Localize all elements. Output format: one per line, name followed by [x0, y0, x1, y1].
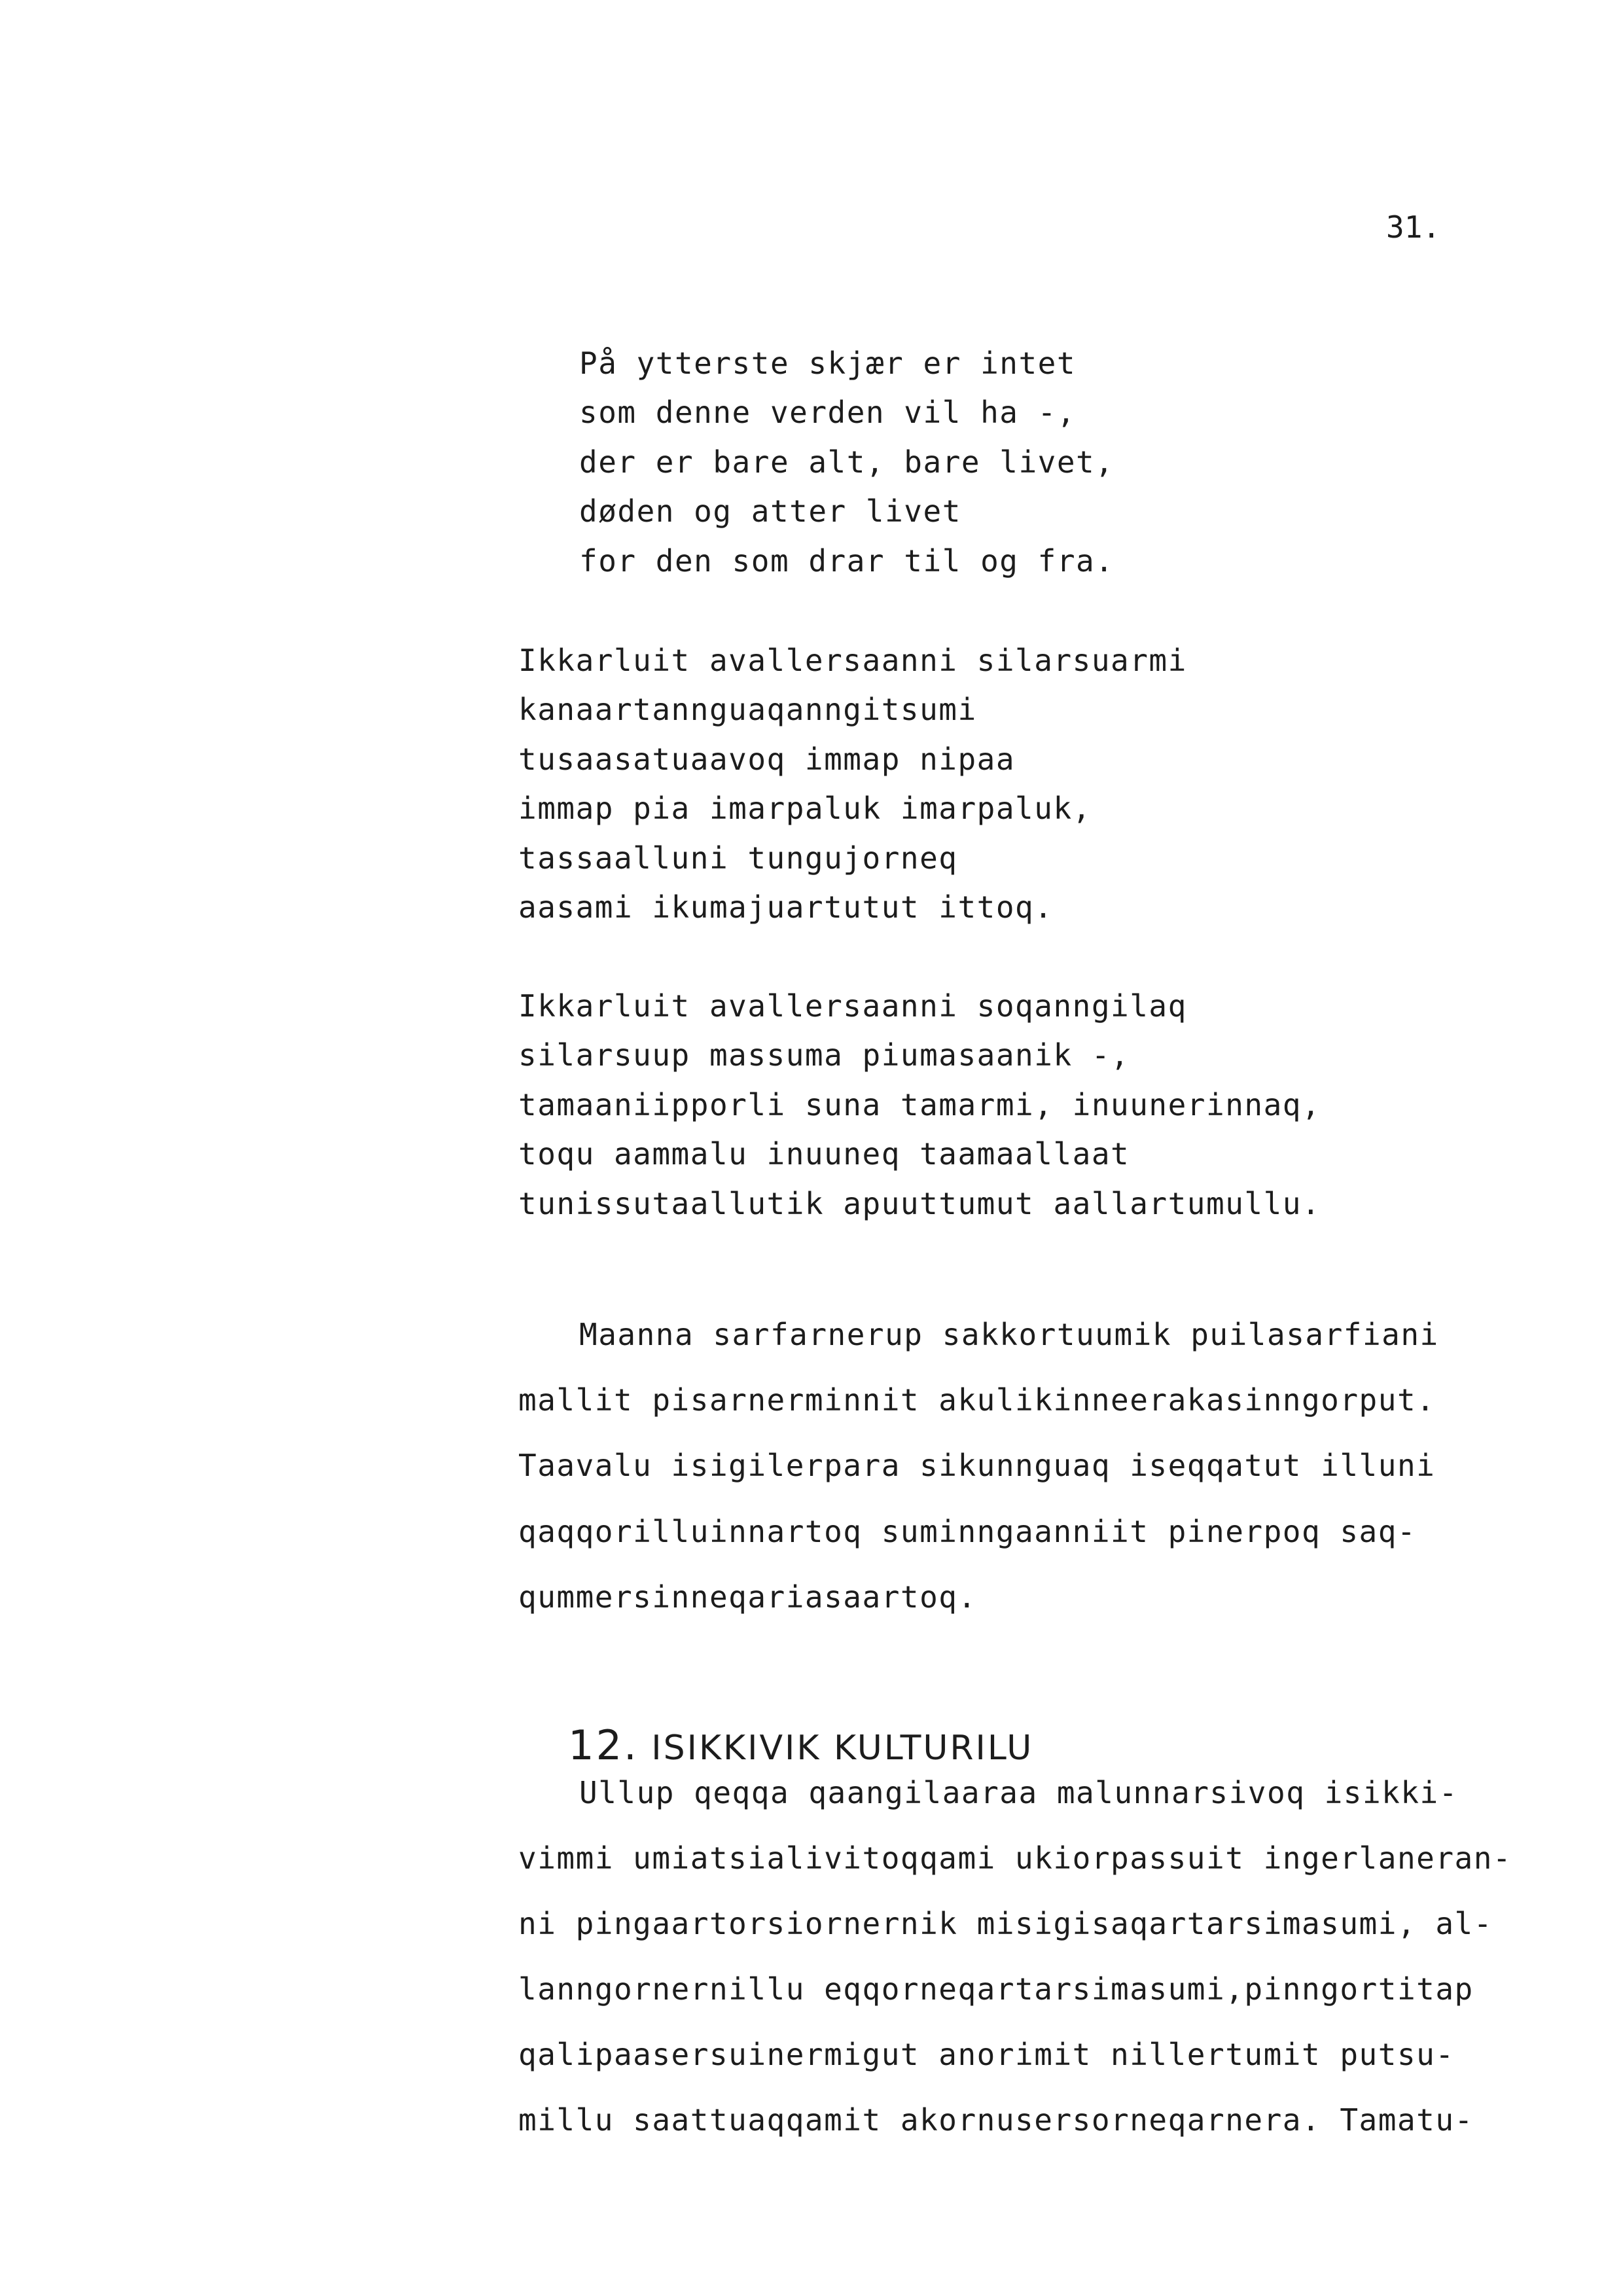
poem-line: silarsuup massuma piumasaanik -, [518, 1037, 1130, 1073]
text-line: qalipaasersuinermigut anorimit nillertumit putsu- [518, 2037, 1455, 2072]
text-line: millu saattuaqqamit akornusersorneqarnera. Tamatu- [518, 2102, 1474, 2138]
text-line: qummersinneqariasaartoq. [518, 1579, 977, 1615]
poem-line: aasami ikumajuartutut ittoq. [518, 889, 1054, 925]
section-title: ISIKKIVIK KULTURILU [651, 1729, 1034, 1768]
poem-line: tunissutaallutik apuuttumut aallartumullu. [518, 1186, 1321, 1221]
text-line: Taavalu isigilerpara sikunnguaq iseqqatut illuni [518, 1448, 1436, 1483]
poem-line: døden og atter livet [579, 493, 961, 529]
text-line: vimmi umiatsialivitoqqami ukiorpassuit ingerlaneran- [518, 1840, 1512, 1876]
text-line: ni pingaartorsiornernik misigisaqartarsimasumi, al- [518, 1906, 1493, 1941]
text-line: lanngornernillu eqqorneqartarsimasumi,pinngortitap [518, 1971, 1474, 2007]
poem-line: tamaaniipporli suna tamarmi, inuunerinnaq, [518, 1087, 1321, 1122]
poem-line: kanaartannguaqanngitsumi [518, 692, 977, 727]
poem-line: der er bare alt, bare livet, [579, 444, 1115, 480]
poem-line: Ikkarluit avallersaanni soqanngilaq [518, 988, 1187, 1024]
poem-line: for den som drar til og fra. [579, 543, 1115, 579]
text-line: mallit pisarnerminnit akulikinneerakasinngorput. [518, 1382, 1436, 1418]
poem-line: tusaasatuaavoq immap nipaa [518, 742, 1016, 777]
poem-line: som denne verden vil ha -, [579, 395, 1077, 430]
poem-line: toqu aammalu inuuneq taamaallaat [518, 1136, 1130, 1172]
text-line: Maanna sarfarnerup sakkortuumik puilasarfiani [579, 1317, 1439, 1352]
poem-line: immap pia imarpaluk imarpaluk, [518, 791, 1092, 826]
text-line: qaqqorilluinnartoq suminngaanniit pinerpoq saq- [518, 1514, 1417, 1549]
poem-line: På ytterste skjær er intet [579, 346, 1077, 381]
page-number: 31. [1386, 209, 1441, 245]
poem-line: Ikkarluit avallersaanni silarsuarmi [518, 643, 1187, 678]
poem-line: tassaalluni tungujorneq [518, 840, 958, 876]
text-line: Ullup qeqqa qaangilaaraa malunnarsivoq isikki- [579, 1775, 1458, 1810]
section-number: 12. [568, 1721, 639, 1769]
